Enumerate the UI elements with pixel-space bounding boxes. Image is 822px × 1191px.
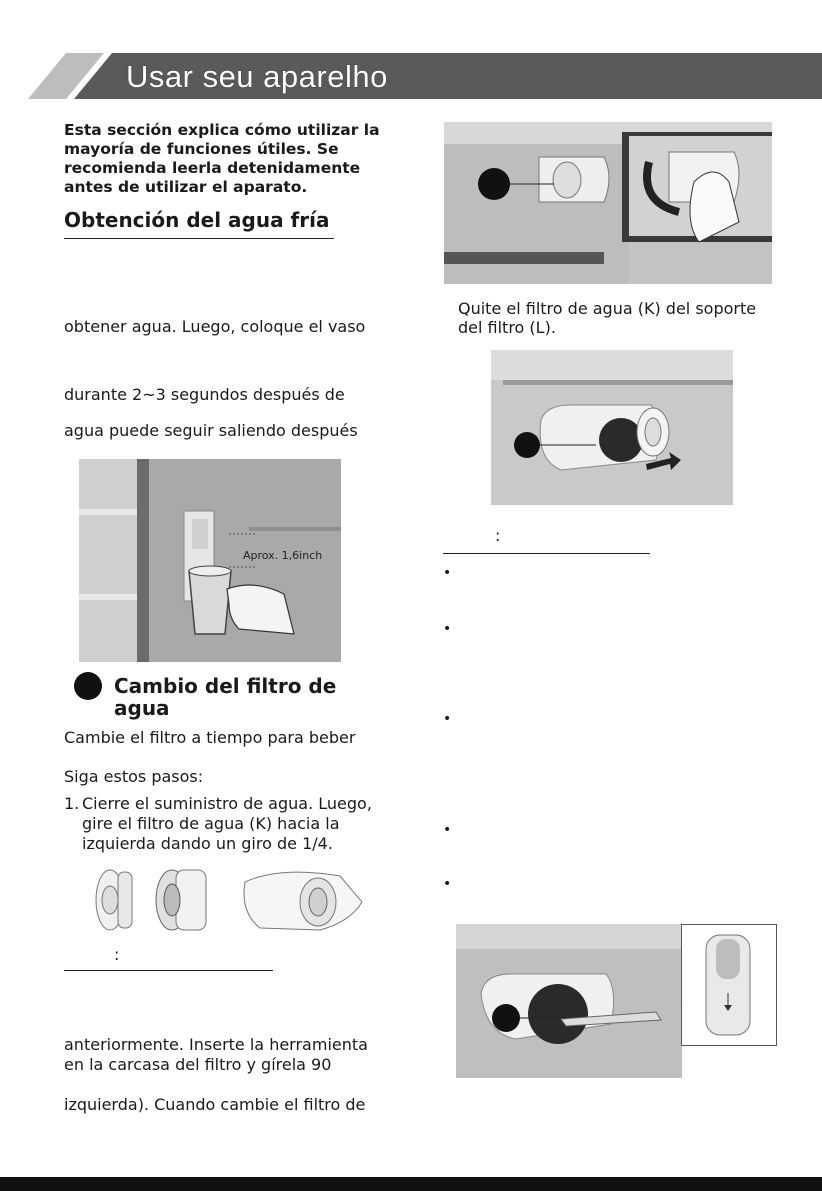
bullet: •: [443, 822, 452, 838]
footer-bar: [0, 1177, 822, 1191]
divider-line: [443, 553, 650, 554]
caption-line: del filtro (L).: [458, 318, 556, 337]
step-line: gire el filtro de agua (K) hacia la: [82, 814, 340, 833]
caption-line: Quite el filtro de agua (K) del soporte: [458, 299, 757, 318]
section-marker-icon: [74, 672, 102, 700]
filter-holder-photo: [491, 350, 733, 505]
section-heading-filter: [114, 675, 336, 719]
step-line: izquierda dando un giro de 1/4.: [82, 834, 333, 853]
header-bar: [0, 53, 822, 99]
filter-removal-drawing: [444, 122, 772, 284]
body-line: izquierda). Cuando cambie el filtro de: [64, 1095, 366, 1114]
body-line: anteriormente. Inserte la herramienta: [64, 1035, 368, 1054]
bullet: •: [443, 565, 452, 581]
step-line: Cierre el suministro de agua. Luego,: [82, 794, 372, 813]
section-heading-cold-water: Obtención del agua fría: [64, 208, 330, 232]
body-line: en la carcasa del filtro y gírela 90: [64, 1055, 332, 1074]
body-line: Cambie el filtro a tiempo para beber: [64, 728, 356, 747]
heading-line: agua: [114, 696, 170, 720]
heading-underline: [64, 238, 334, 239]
bullet: •: [443, 711, 452, 727]
intro-text: Esta sección explica cómo utilizar la mayoría de funciones útiles. Se recomienda leerla detenidamente antes de utilizar el aparato.: [64, 121, 380, 196]
divider-line: [64, 970, 273, 971]
filter-tool-photo: [456, 924, 682, 1078]
photo-caption: [458, 299, 756, 337]
body-line: durante 2~3 segundos después de: [64, 385, 345, 404]
bullet: •: [443, 876, 452, 892]
tool-detail-drawing: [682, 925, 776, 1045]
filter-parts-illustration: [80, 862, 380, 937]
colon: :: [114, 945, 120, 964]
figure-label: Aprox. 1,6inch: [243, 549, 323, 562]
steps-intro: Siga estos pasos:: [64, 767, 204, 786]
filter-holder-drawing: [491, 350, 733, 505]
bullet: •: [443, 621, 452, 637]
heading-line: Cambio del filtro de: [114, 674, 337, 698]
filter-tool-drawing: [456, 924, 682, 1078]
filter-removal-photo: [444, 122, 772, 284]
step-text: [82, 794, 372, 854]
page-title: Usar seu aparelho: [126, 59, 388, 94]
body-line: agua puede seguir saliendo después: [64, 421, 358, 440]
tool-detail-inset: [681, 924, 777, 1046]
step-number: 1.: [64, 794, 80, 813]
colon: :: [495, 526, 501, 545]
body-line: obtener agua. Luego, coloque el vaso: [64, 317, 366, 336]
